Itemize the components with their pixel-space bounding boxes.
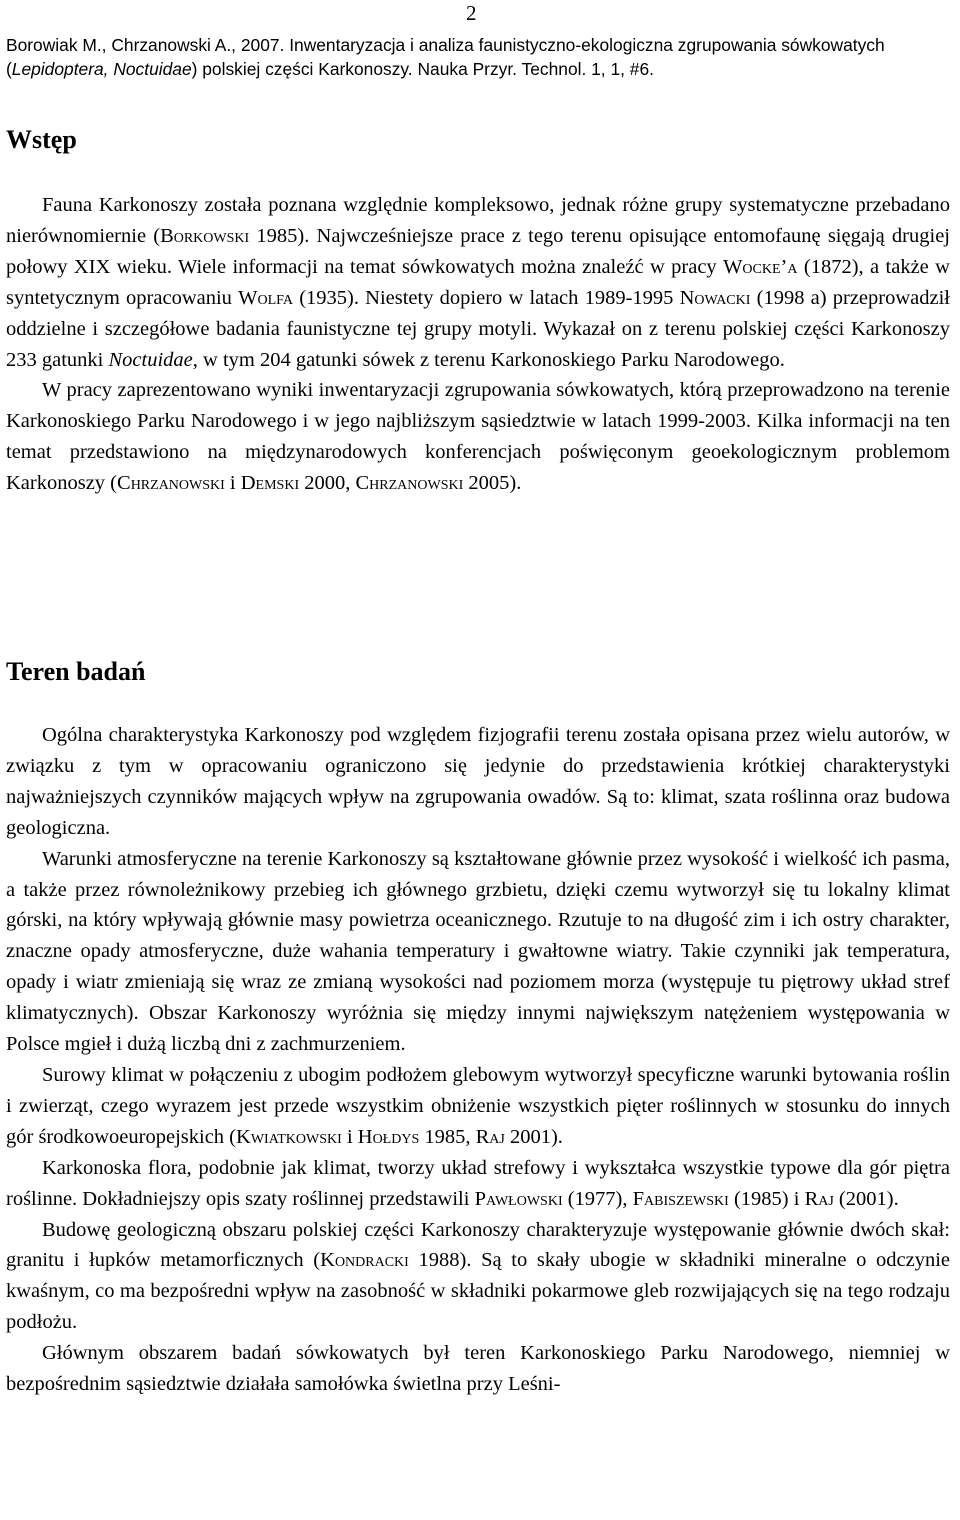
paragraph xyxy=(6,1153,950,1215)
author-name: Borkowski xyxy=(160,224,250,247)
text-run: (2001). xyxy=(833,1187,899,1210)
author-name: Demski xyxy=(240,472,300,495)
author-name: Raj xyxy=(475,1125,505,1148)
paragraph: Głównym obszarem badań sówkowatych był teren Karkonoskiego Parku Narodowego, niemniej w bezpośrednim sąsiedztwie działała samołówka świetlna przy Leśni- xyxy=(6,1342,950,1396)
paragraph xyxy=(6,1215,950,1339)
section-title-intro: Wstęp xyxy=(6,125,77,154)
paragraph xyxy=(6,190,950,375)
paragraph xyxy=(6,375,950,499)
author-name: Pawłowski xyxy=(474,1187,563,1210)
citation-line-1: Borowiak M., Chrzanowski A., 2007. Inwentaryzacja i analiza faunistyczno-ekologiczna zgrupowania sówkowatych xyxy=(6,35,885,55)
author-name: Raj xyxy=(804,1187,834,1210)
author-name: Kwiatkowski xyxy=(236,1125,342,1148)
author-name: Fabiszewski xyxy=(632,1187,729,1210)
citation-taxon: Lepidoptera, Noctuidae xyxy=(11,59,192,79)
text-run: (1998 a) przeprowadził oddzielne i szczegółowe badania faunistyczne tej grupy motyli. Wykazał on z terenu polskiej części Karkonoszy 233 gatunki xyxy=(6,286,951,371)
text-run: (1977), xyxy=(562,1187,633,1210)
citation-line-2: ) polskiej części Karkonoszy. Nauka Przyr. Technol. 1, 1, #6. xyxy=(191,59,654,79)
citation-paren-open: ( xyxy=(6,59,12,79)
author-name: Chrzanowski xyxy=(117,472,225,495)
text-run: 2001). xyxy=(504,1125,563,1148)
section-study-area xyxy=(6,720,950,1400)
author-name: Kondracki xyxy=(320,1249,409,1272)
author-name: Hołdys xyxy=(357,1125,420,1148)
text-run: i xyxy=(224,472,241,495)
text-run: (1935). Niestety dopiero w latach 1989-1995 xyxy=(293,286,680,309)
text-run: (1872), a także w syntetycznym opracowaniu xyxy=(6,255,950,309)
page-number: 2 xyxy=(466,1,477,25)
text-run: Budowę geologiczną obszaru polskiej części Karkonoszy charakteryzuje występowanie głównie dwóch skał: granitu i łupków metamorficznych ( xyxy=(6,1218,950,1272)
text-run: 2005). xyxy=(463,472,522,495)
text-run: Karkonoska flora, podobnie jak klimat, tworzy układ strefowy i wykształca wszystkie typowe dla gór piętra roślinne. Dokładniejszy opis szaty roślinnej przedstawili xyxy=(6,1156,950,1210)
text-run: (1985) i xyxy=(728,1187,805,1210)
section-title-study-area: Teren badań xyxy=(6,657,146,686)
taxon-name: Noctuidae xyxy=(108,348,193,371)
text-run: Fauna Karkonoszy została poznana względnie kompleksowo, jednak różne grupy systematyczne przebadano nierównomiernie ( xyxy=(6,194,950,247)
paragraph: Ogólna charakterystyka Karkonoszy pod względem fizjografii terenu została opisana przez wielu autorów, w związku z tym w opracowaniu ograniczono się jedynie do przedstawienia krótkiej charakterystyki najważniejszych czynników mających wpływ na zgrupowania owadów. Są to: klimat, szata roślinna oraz budowa geologiczna. xyxy=(6,724,950,839)
text-run: , w tym 204 gatunki sówek z terenu Karkonoskiego Parku Narodowego. xyxy=(192,348,785,371)
section-intro xyxy=(6,190,950,499)
text-run: 1985, xyxy=(419,1125,476,1148)
author-name: Chrzanowski xyxy=(355,472,464,495)
text-run: W pracy zaprezentowano wyniki inwentaryzacji zgrupowania sówkowatych, którą przeprowadzono na terenie Karkonoskiego Parku Narodowego i w jego najbliższym sąsiedztwie w latach 1999-2003. Kilka informacji na ten temat przedstawiono na międzynarodowych konferencjach poświęconym geoekologicznym problemom Karkonoszy ( xyxy=(6,379,950,495)
author-name: Nowacki xyxy=(679,286,751,309)
paragraph xyxy=(6,1060,950,1153)
text-run: i xyxy=(341,1125,358,1148)
text-run: 1988). Są to skały ubogie w składniki mineralne o odczynie kwaśnym, co ma bezpośredni wpływ na zasobność w składniki pokarmowe gleb rozwijających się na tego rodzaju podłożu. xyxy=(6,1249,950,1334)
text-run: Surowy klimat w połączeniu z ubogim podłożem glebowym wytworzył specyficzne warunki bytowania roślin i zwierząt, czego wyrazem jest przede wszystkim obniżenie wszystkich pięter roślinnych w stosunku do innych gór środkowoeuropejskich ( xyxy=(6,1063,950,1148)
author-name: Wolfa xyxy=(238,286,293,309)
text-run: 2000, xyxy=(299,472,356,495)
author-name: Wocke’a xyxy=(723,255,798,278)
citation-header xyxy=(6,33,954,81)
text-run: 1985). Najwcześniejsze prace z tego terenu opisujące entomofaunę sięgają drugiej połowy XIX wieku. Wiele informacji na temat sówkowatych można znaleźć w pracy xyxy=(6,224,950,278)
paragraph: Warunki atmosferyczne na terenie Karkonoszy są kształtowane głównie przez wysokość i wielkość ich pasma, a także przez równoleżnikowy przebieg ich głównego grzbietu, dzięki czemu wytworzył się tu lokalny klimat górski, na który wpływają głównie masy powietrza oceanicznego. Rzutuje to na długość zim i ich ostry charakter, znaczne opady atmosferyczne, duże wahania temperatury i gwałtowne wiatry. Takie czynniki jak temperatura, opady i wiatr zmieniają się wraz ze zmianą wysokości nad poziomem morza (występuje tu piętrowy układ stref klimatycznych). Obszar Karkonoszy wyróżnia się między innymi największym natężeniem występowania w Polsce mgieł i dużą liczbą dni z zachmurzeniem. xyxy=(6,847,950,1056)
